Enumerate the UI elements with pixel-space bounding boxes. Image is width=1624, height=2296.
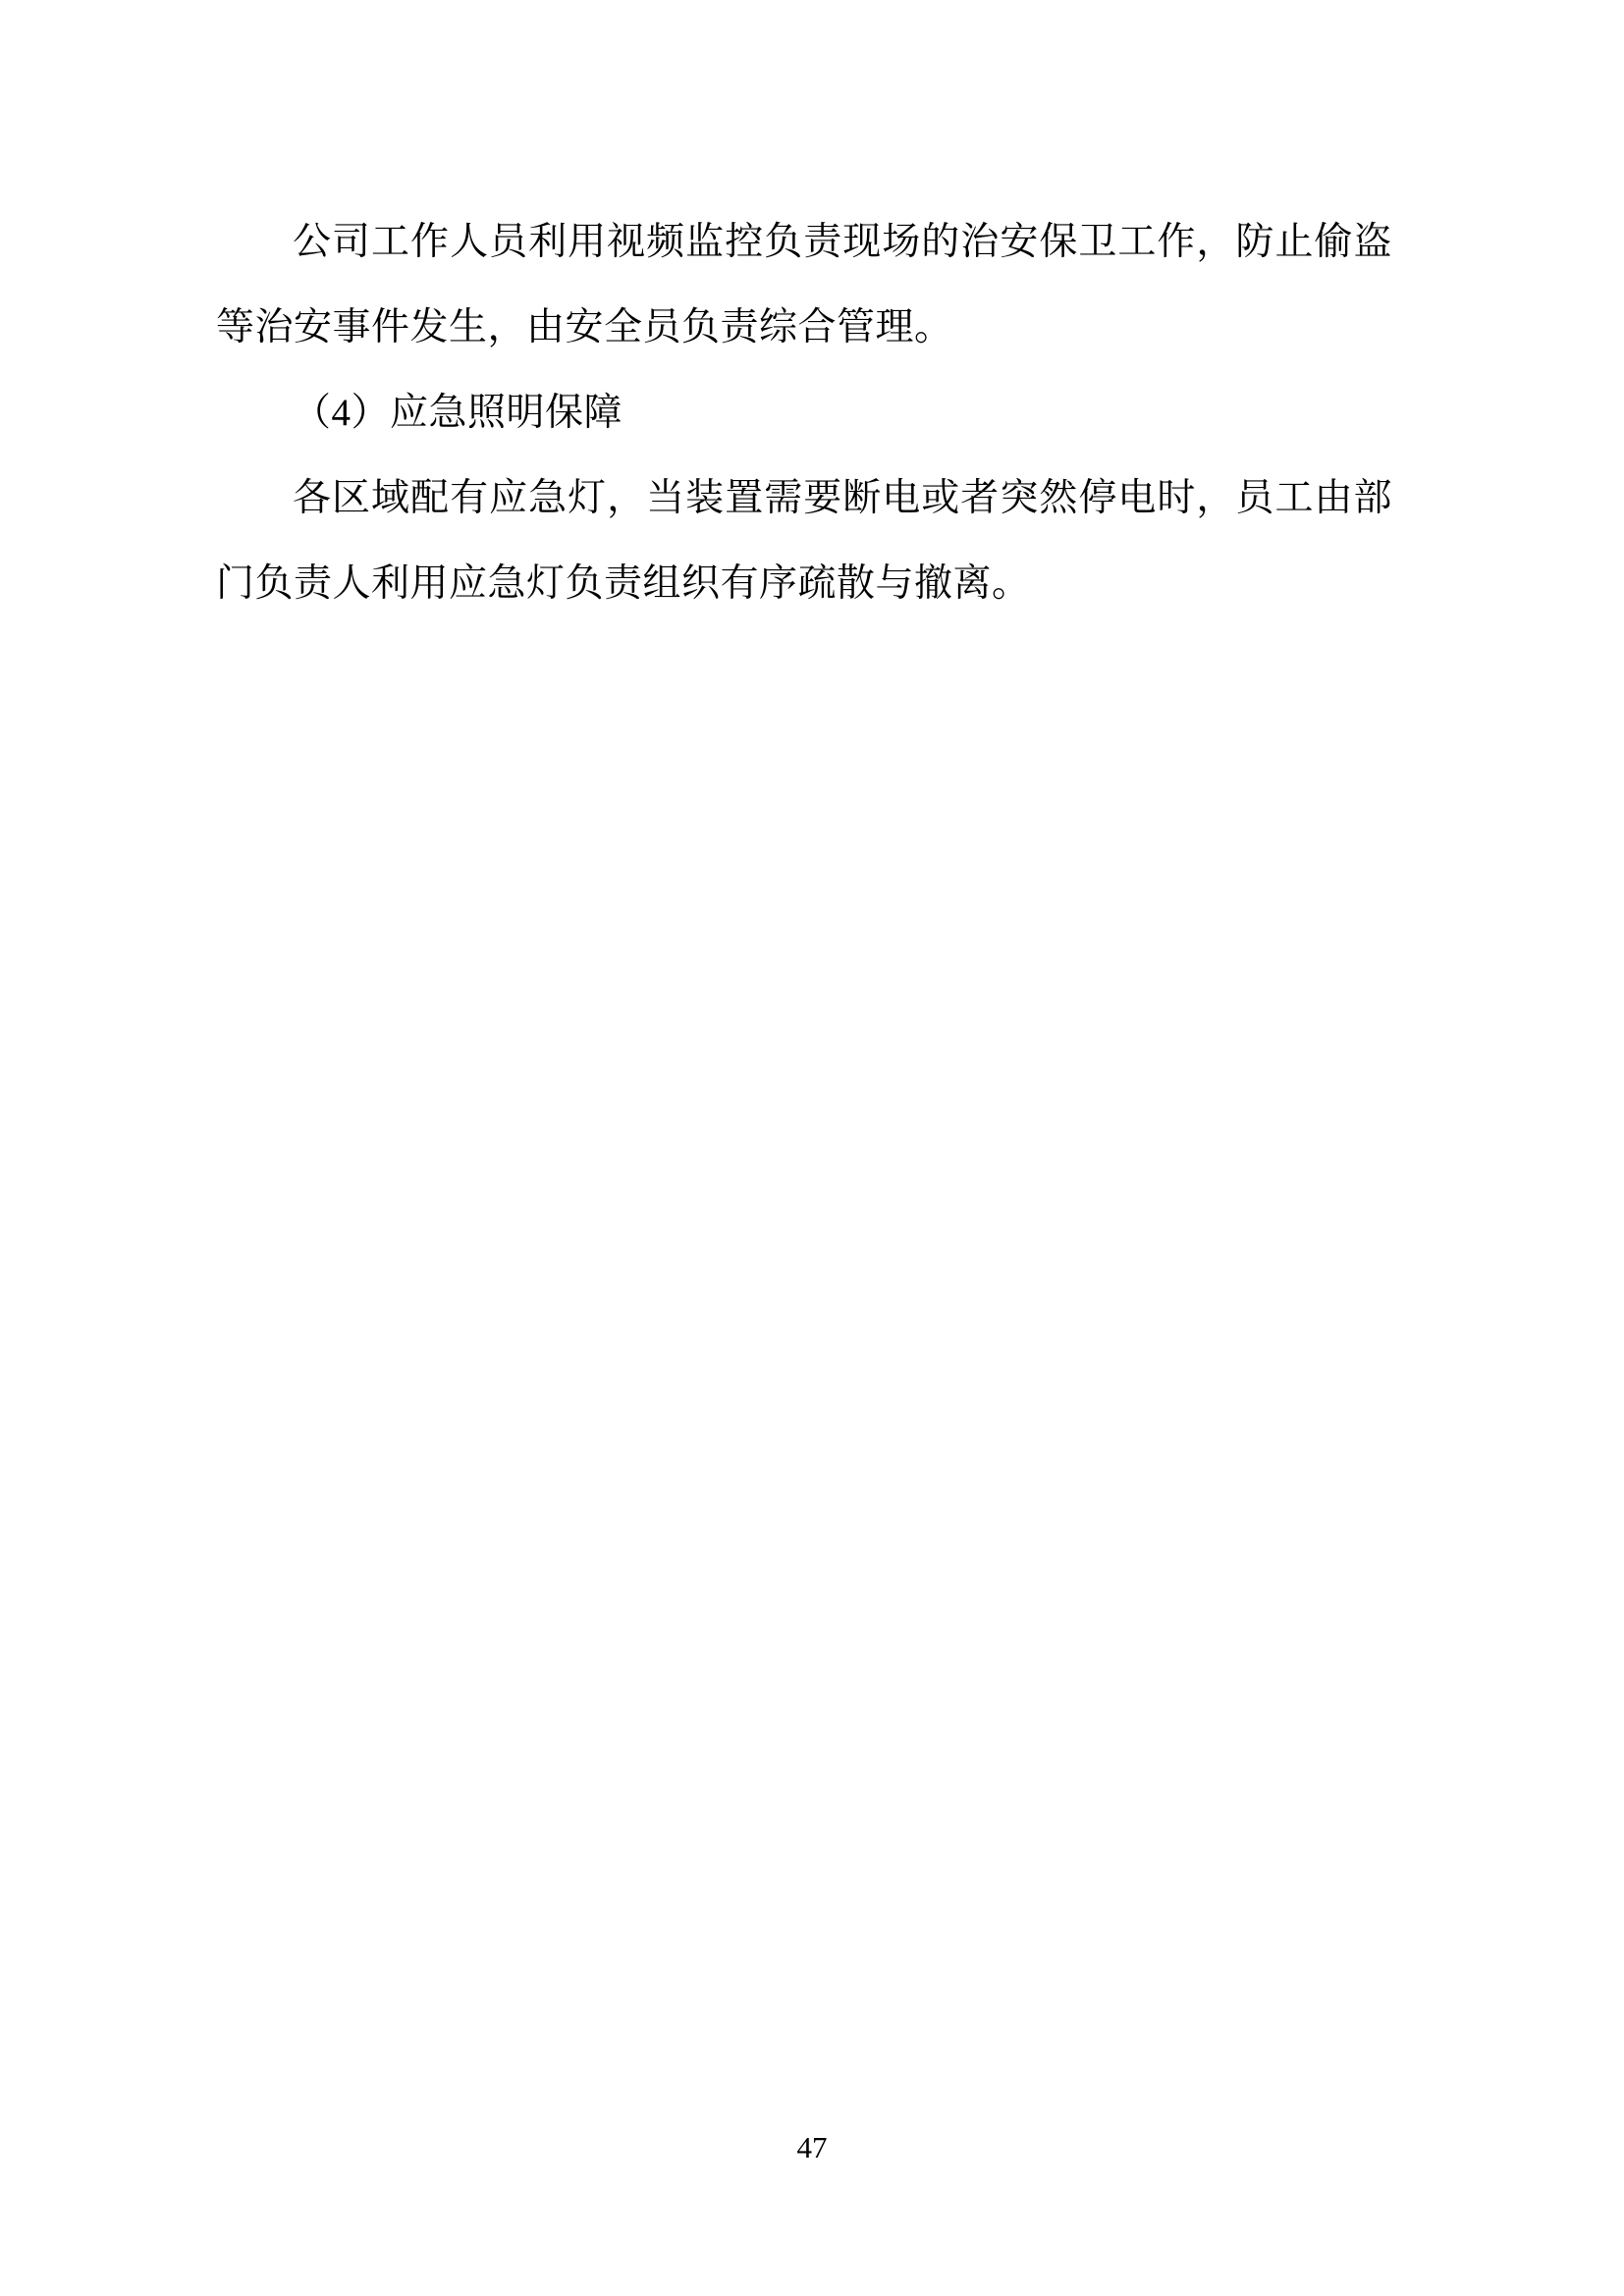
page-number: 47 [796,2130,828,2164]
heading-emergency-lighting: （4）应急照明保障 [293,392,623,434]
paragraph-emergency-lighting: 各区域配有应急灯，当装置需要断电或者突然停电时，员工由部门负责人利用应急灯负责组织有序疏散与撤离。 [216,477,1392,605]
body-text [216,199,1392,626]
paragraph-security-monitoring: 公司工作人员利用视频监控负责现场的治安保卫工作，防止偷盗等治安事件发生，由安全员负责综合管理。 [216,221,1392,348]
